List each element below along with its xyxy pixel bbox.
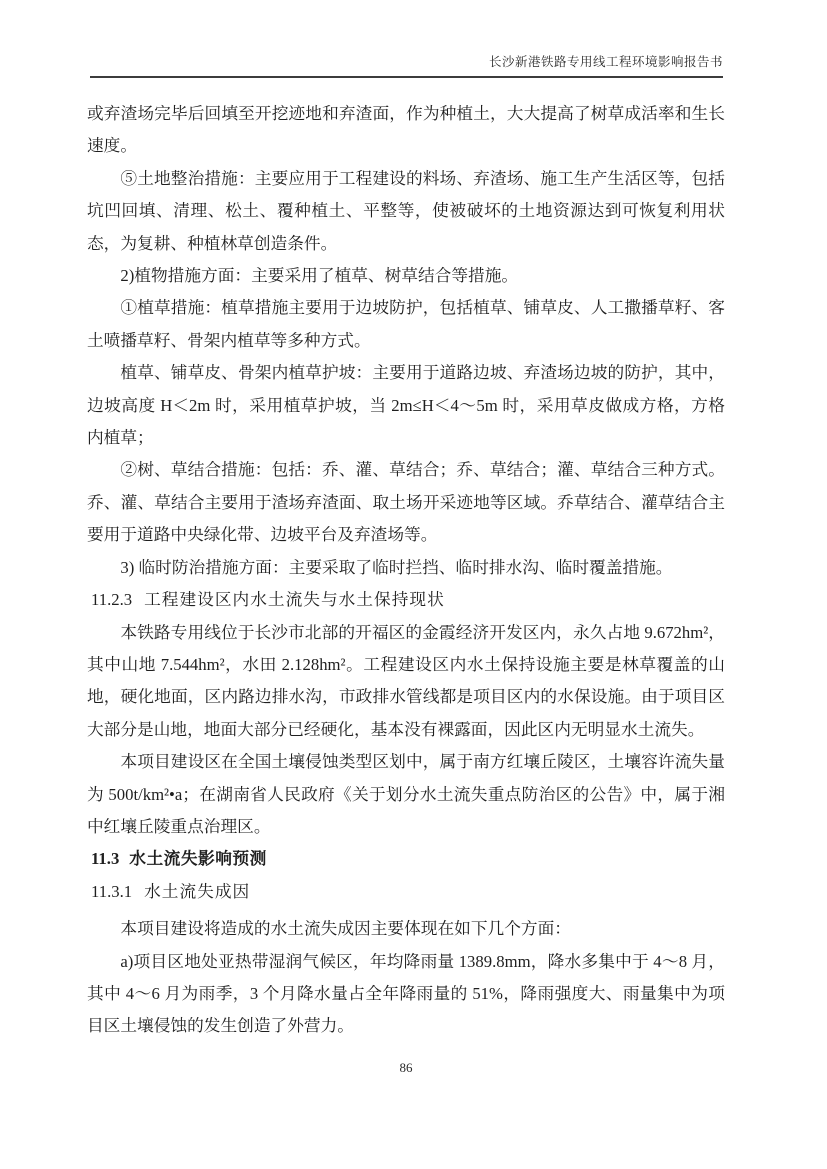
- heading-11-2-3-title: 工程建设区内水土流失与水土保持现状: [144, 590, 445, 610]
- page-header-title: 长沙新港铁路专用线工程环境影响报告书: [488, 55, 723, 69]
- paragraph-grass-planting-measures: ①植草措施：植草措施主要用于边坡防护，包括植草、铺草皮、人工撒播草籽、客土喷播草籽、骨架内植草等多种方式。: [87, 298, 725, 350]
- heading-11-3-1-title: 水土流失成因: [144, 881, 251, 901]
- heading-11-3-1-number: 11.3.1: [91, 881, 133, 901]
- document-body: [87, 98, 725, 1043]
- heading-11-2-3-number: 11.2.3: [91, 590, 133, 610]
- paragraph-soil-backfill-continuation: 或弃渣场完毕后回填至开挖迹地和弃渣面，作为种植土，大大提高了树草成活率和生长速度。: [87, 104, 725, 156]
- paragraph-climate-rainfall: a)项目区地处亚热带湿润气候区，年均降雨量 1389.8mm，降水多集中于 4～8 月，其中 4～6 月为雨季，3 个月降水量占全年降雨量的 51%，降雨强度大、雨量集中为项目区土壤侵蚀的发生创造了外营力。: [87, 951, 725, 1036]
- paragraph-erosion-causes-intro: 本项目建设将造成的水土流失成因主要体现在如下几个方面：: [120, 919, 571, 939]
- heading-11-3-number: 11.3: [91, 849, 120, 869]
- header-rule-divider: [90, 76, 723, 78]
- paragraph-temporary-measures: 3) 临时防治措施方面：主要采取了临时拦挡、临时排水沟、临时覆盖措施。: [120, 557, 673, 577]
- heading-11-3-title: 水土流失影响预测: [129, 849, 267, 869]
- paragraph-tree-grass-combination: ②树、草结合措施：包括：乔、灌、草结合；乔、草结合；灌、草结合三种方式。乔、灌、草结合主要用于渣场弃渣面、取土场开采迹地等区域。乔草结合、灌草结合主要用于道路中央绿化带、边坡平台及弃渣场等。: [87, 460, 725, 545]
- paragraph-land-remediation: ⑤土地整治措施：主要应用于工程建设的料场、弃渣场、施工生产生活区等，包括坑凹回填、清理、松土、覆种植土、平整等，使被破坏的土地资源达到可恢复利用状态，为复耕、种植林草创造条件。: [87, 168, 725, 253]
- paragraph-project-location-land-use: 本铁路专用线位于长沙市北部的开福区的金霞经济开发区内，永久占地 9.672hm²，其中山地 7.544hm²，水田 2.128hm²。工程建设区内水土保持设施主要是林草覆盖的山地，硬化地面，区内路边排水沟，市政排水管线都是项目区内的水保设施。由于项目区大部分是山地，地面大部分已经硬化，基本没有裸露面，因此区内无明显水土流失。: [87, 622, 725, 739]
- paragraph-slope-protection-detail: 植草、铺草皮、骨架内植草护坡：主要用于道路边坡、弃渣场边坡的防护，其中，边坡高度 H＜2m 时，采用植草护坡，当 2m≤H＜4～5m 时，采用草皮做成方格，方格内植草；: [87, 363, 725, 448]
- heading-11-2-3: [87, 584, 725, 616]
- heading-11-3-1: [87, 876, 725, 908]
- page-number: 86: [399, 1060, 413, 1075]
- paragraph-plant-measures-intro: 2)植物措施方面：主要采用了植草、树草结合等措施。: [120, 266, 519, 286]
- heading-11-3: [87, 843, 725, 875]
- paragraph-soil-erosion-zoning: 本项目建设区在全国土壤侵蚀类型区划中，属于南方红壤丘陵区，土壤容许流失量为 500t/km²•a；在湖南省人民政府《关于划分水土流失重点防治区的公告》中，属于湘中红壤丘陵重点治理区。: [87, 752, 725, 836]
